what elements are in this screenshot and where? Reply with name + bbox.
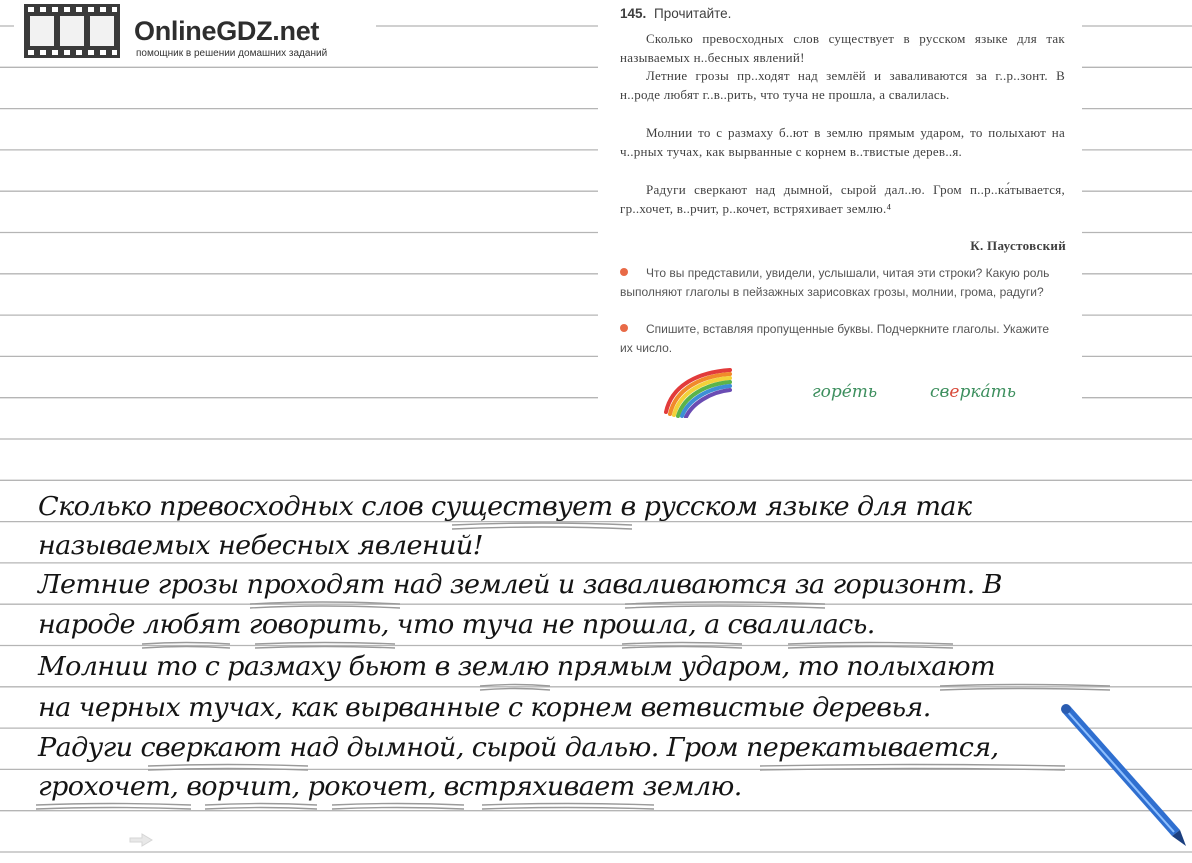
logo-tagline: помощник в решении домашних заданий: [136, 48, 328, 59]
vocabulary-word: сверка́ть: [930, 382, 1017, 402]
task-text: Что вы представили, увидели, услышали, читая эти строки? Какую роль выполняют глаголы в пейзажных зарисовках грозы, молнии, грома, радуги?: [620, 266, 1050, 299]
handwritten-line: Радуги сверкают над дымной, сырой далью. Гром перекатывается,: [38, 733, 999, 763]
text-paragraph: Летние грозы пр..ходят над землёй и заваливаются за г..р..зонт. В н..роде любят г..в..рить, что туча не прошла, а свалилась.: [620, 68, 1065, 102]
film-strip-icon: [24, 4, 120, 58]
rainbow-icon: [660, 362, 734, 418]
arrow-right-icon: [128, 832, 154, 848]
text-paragraph: Радуги сверкают над дымной, сырой дал..ю. Гром п..р..ка́тывается, гр..хочет, в..рчит, р..кочет, встряхивает землю.⁴: [620, 182, 1065, 216]
task-item: [620, 264, 1064, 301]
exercise-number: 145.: [620, 6, 647, 21]
fountain-pen-icon: [1054, 700, 1190, 850]
text-paragraph: Молнии то с размаху б..ют в землю прямым ударом, то полыхают на ч..рных тучах, как вырванные с корнем в..твистые дерев..я.: [620, 125, 1065, 159]
handwritten-line: Сколько превосходных слов существует в русском языке для так: [38, 492, 972, 522]
handwritten-line: называемых небесных явлений!: [38, 531, 483, 561]
textbook-excerpt: [598, 0, 1082, 430]
handwritten-line: на черных тучах, как вырванные с корнем ветвистые деревья.: [38, 693, 931, 723]
exercise-instruction: Прочитайте.: [654, 6, 732, 21]
logo-brand-text: OnlineGDZ.net: [134, 16, 320, 46]
site-logo[interactable]: [14, 2, 376, 64]
bullet-icon: [620, 268, 628, 276]
handwritten-line: народе любят говорить, что туча не прошла, а свалилась.: [38, 610, 875, 640]
bullet-icon: [620, 324, 628, 332]
vocabulary-word: горе́ть: [812, 382, 878, 402]
handwritten-line: грохочет, ворчит, рокочет, встряхивает землю.: [38, 772, 742, 802]
exercise-header: [620, 6, 731, 21]
task-text: Спишите, вставляя пропущенные буквы. Подчеркните глаголы. Укажите их число.: [620, 322, 1050, 355]
handwritten-line: Молнии то с размаху бьют в землю прямым ударом, то полыхают: [38, 652, 995, 682]
text-paragraph: Сколько превосходных слов существует в русском языке для так называемых н..бесных явлений!: [620, 31, 1065, 65]
text-author: К. Паустовский: [970, 238, 1066, 253]
handwritten-line: Летние грозы проходят над землей и заваливаются за горизонт. В: [38, 570, 1002, 600]
task-item: [620, 320, 1064, 357]
